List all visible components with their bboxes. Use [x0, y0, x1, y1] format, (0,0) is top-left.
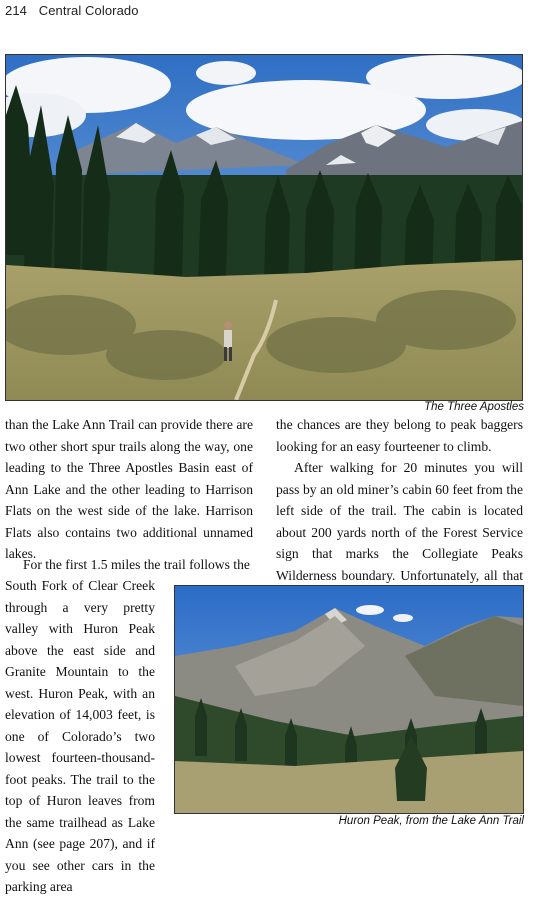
right-column-text: the chances are they belong to peak baggers looking for an easy fourteener to climb. After walking for 20 minutes you will pass by an old miner’s cabin 60 feet from the left side of the trail. The cabin is located about 200 yards north of the Forest Service sign that marks the Collegiate Peaks Wilderness boundary. Unfortunately, all that — [276, 417, 523, 583]
photo-caption: The Three Apostles — [424, 401, 524, 413]
three-apostles-photo — [5, 54, 523, 401]
page-number: 214 — [5, 3, 27, 18]
left-column-paragraph-1: than the Lake Ann Trail can provide there are two other short spur trails along the way, one leading to the Three Apostles Basin east of Ann Lake and the other leading to Harrison Flats on the west side of the lake. Harrison Flats also contains two additional unnamed lakes. — [5, 417, 253, 561]
left-column-paragraph-2-lead: For the first 1.5 miles the trail follows the — [23, 557, 250, 572]
section-title: Central Colorado — [38, 3, 139, 18]
huron-peak-photo — [174, 585, 524, 814]
photo-caption-2: Huron Peak, from the Lake Ann Trail — [338, 815, 524, 827]
left-column-paragraph-2-wrap: South Fork of Clear Creek through a very pretty valley with Huron Peak above the east side and Granite Mountain to the west. Huron Peak, with an elevation of 14,003 feet, is one of Colorado’s two lowest fourteen-thousand-foot peaks. The trail to the top of Huron leaves from the same trailhead as Lake Ann (see page 207), and if you see other cars in the parking area — [5, 578, 155, 894]
running-head — [5, 3, 139, 18]
